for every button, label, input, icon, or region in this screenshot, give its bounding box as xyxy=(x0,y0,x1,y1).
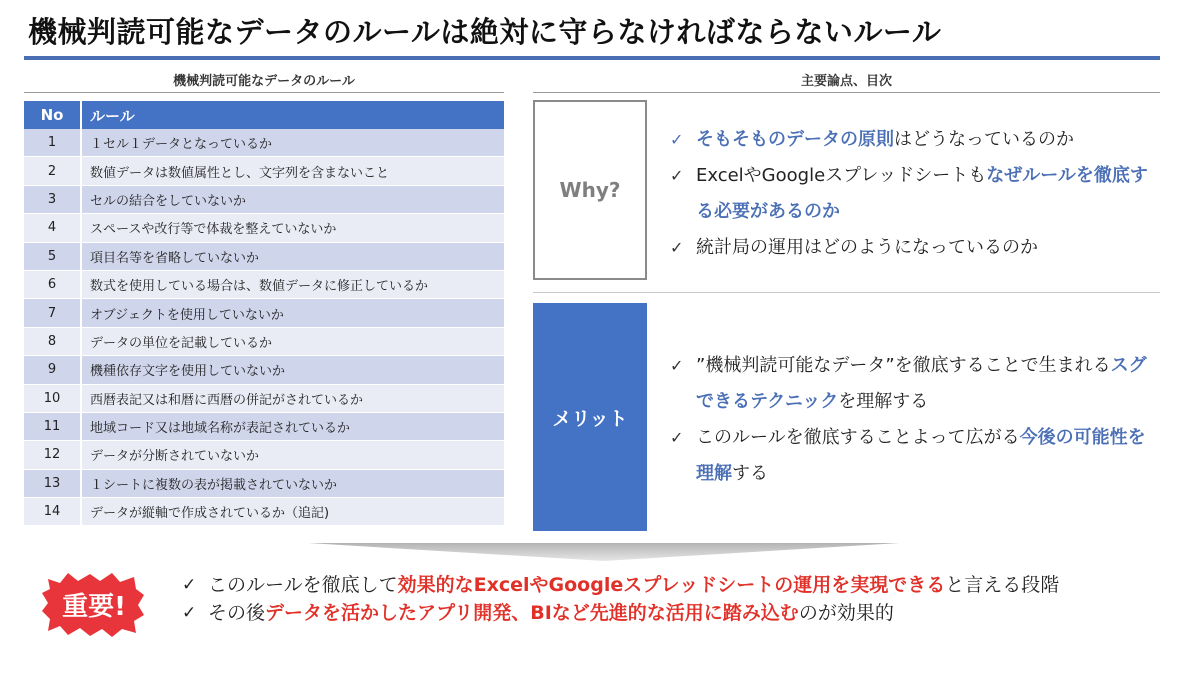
rule-number: 14 xyxy=(24,498,80,526)
title-underline xyxy=(24,56,1160,60)
why-bullet-list xyxy=(670,122,1150,266)
rule-number: 7 xyxy=(24,299,80,327)
rule-text: １セル１データとなっているか xyxy=(80,129,504,157)
conclusion-item-2-text: その後 xyxy=(208,602,266,624)
rule-number: 1 xyxy=(24,129,80,157)
rules-table-body xyxy=(24,129,504,526)
table-row xyxy=(24,413,504,441)
rules-heading: 機械判読可能なデータのルール xyxy=(173,74,355,89)
check-icon: ✓ xyxy=(670,428,684,447)
merit-item-2-text: このルールを徹底することよって広がる xyxy=(696,427,1020,448)
merit-bullet-list xyxy=(670,348,1150,492)
check-icon: ✓ xyxy=(670,130,684,149)
merit-item-1-text: ”機械判読可能なデータ”を徹底することで生まれる xyxy=(696,355,1111,376)
rule-number: 13 xyxy=(24,470,80,498)
merit-item-1-highlight: スグできるテクニック xyxy=(696,355,1147,412)
rule-number: 11 xyxy=(24,413,80,441)
rule-text: 項目名等を省略していないか xyxy=(80,243,504,271)
why-item-3-text: 統計局の運用はどのようになっているのか xyxy=(696,237,1038,258)
merit-item-2-highlight: 今後の可能性を理解 xyxy=(696,427,1146,484)
rule-number: 4 xyxy=(24,214,80,242)
important-badge-icon xyxy=(42,571,146,637)
rules-table xyxy=(24,101,504,526)
badge-text: 重要! xyxy=(62,592,126,622)
check-icon: ✓ xyxy=(670,356,684,375)
rule-number: 5 xyxy=(24,243,80,271)
rule-text: 西暦表記又は和暦に西暦の併記がされているか xyxy=(80,385,504,413)
why-item-2-highlight: なぜルールを徹底する必要があるのか xyxy=(696,165,1148,222)
table-row xyxy=(24,271,504,299)
check-icon: ✓ xyxy=(182,603,197,623)
conclusion-item-1 xyxy=(182,572,1172,598)
rule-text: セルの結合をしていないか xyxy=(80,186,504,214)
rule-text: オブジェクトを使用していないか xyxy=(80,299,504,327)
conclusion-item-1-tail: と言える段階 xyxy=(945,574,1060,596)
rule-text: データの単位を記載しているか xyxy=(80,328,504,356)
rule-text: データが分断されていないか xyxy=(80,441,504,469)
merit-item-2 xyxy=(670,420,1150,492)
table-row xyxy=(24,186,504,214)
check-icon: ✓ xyxy=(670,238,684,257)
merit-item-1-tail: を理解する xyxy=(838,391,929,412)
page-title: 機械判読可能なデータのルールは絶対に守らなければならないルール xyxy=(28,15,942,49)
conclusion-item-2-tail: のが効果的 xyxy=(798,602,894,624)
col-no-header: No xyxy=(24,101,80,129)
table-row xyxy=(24,157,504,185)
rule-text: スペースや改行等で体裁を整えていないか xyxy=(80,214,504,242)
table-row xyxy=(24,214,504,242)
rule-number: 12 xyxy=(24,441,80,469)
rule-text: １シートに複数の表が掲載されていないか xyxy=(80,470,504,498)
rule-number: 8 xyxy=(24,328,80,356)
table-row xyxy=(24,299,504,327)
table-row xyxy=(24,328,504,356)
why-item-1-highlight: そもそものデータの原則 xyxy=(696,129,894,150)
merit-item-2-tail: する xyxy=(732,463,768,484)
table-row xyxy=(24,441,504,469)
topics-heading-divider xyxy=(533,92,1160,93)
conclusion-item-2-highlight: データを活かしたアプリ開発、BIなど先進的な活用に踏み込む xyxy=(265,602,799,624)
topics-heading: 主要論点、目次 xyxy=(800,74,892,89)
check-icon: ✓ xyxy=(670,166,684,185)
rule-number: 3 xyxy=(24,186,80,214)
table-row xyxy=(24,498,504,526)
rule-text: 数値データは数値属性とし、文字列を含まないこと xyxy=(80,157,504,185)
why-item-2-text: ExcelやGoogleスプレッドシートも xyxy=(696,165,987,186)
conclusion-item-2 xyxy=(182,600,1172,626)
rule-text: データが縦軸で作成されているか（追記) xyxy=(80,498,504,526)
table-row xyxy=(24,129,504,157)
conclusion-item-1-highlight: 効果的なExcelやGoogleスプレッドシートの運用を実現できる xyxy=(397,574,946,596)
section-divider xyxy=(533,292,1160,293)
rule-number: 9 xyxy=(24,356,80,384)
table-row xyxy=(24,470,504,498)
merit-box xyxy=(533,303,647,531)
why-item-1-text: はどうなっているのか xyxy=(894,129,1074,150)
rules-heading-divider xyxy=(24,92,504,93)
merit-item-1 xyxy=(670,348,1150,420)
rule-number: 10 xyxy=(24,385,80,413)
why-item-1 xyxy=(670,122,1150,158)
rules-table-header xyxy=(24,101,504,129)
rule-text: 数式を使用している場合は、数値データに修正しているか xyxy=(80,271,504,299)
why-item-2 xyxy=(670,158,1150,230)
conclusion-list xyxy=(182,572,1172,626)
col-rule-header: ルール xyxy=(80,101,504,129)
conclusion-item-1-text: このルールを徹底して xyxy=(208,574,398,596)
why-box xyxy=(533,100,647,280)
check-icon: ✓ xyxy=(182,575,197,595)
table-row xyxy=(24,385,504,413)
rule-text: 機種依存文字を使用していないか xyxy=(80,356,504,384)
rule-number: 6 xyxy=(24,271,80,299)
why-item-3 xyxy=(670,230,1150,266)
table-row xyxy=(24,356,504,384)
why-label: Why? xyxy=(559,178,621,202)
rule-text: 地域コード又は地域名称が表記されているか xyxy=(80,413,504,441)
table-row xyxy=(24,243,504,271)
rule-number: 2 xyxy=(24,157,80,185)
down-arrow-icon xyxy=(308,543,900,561)
merit-label: メリット xyxy=(552,407,628,430)
